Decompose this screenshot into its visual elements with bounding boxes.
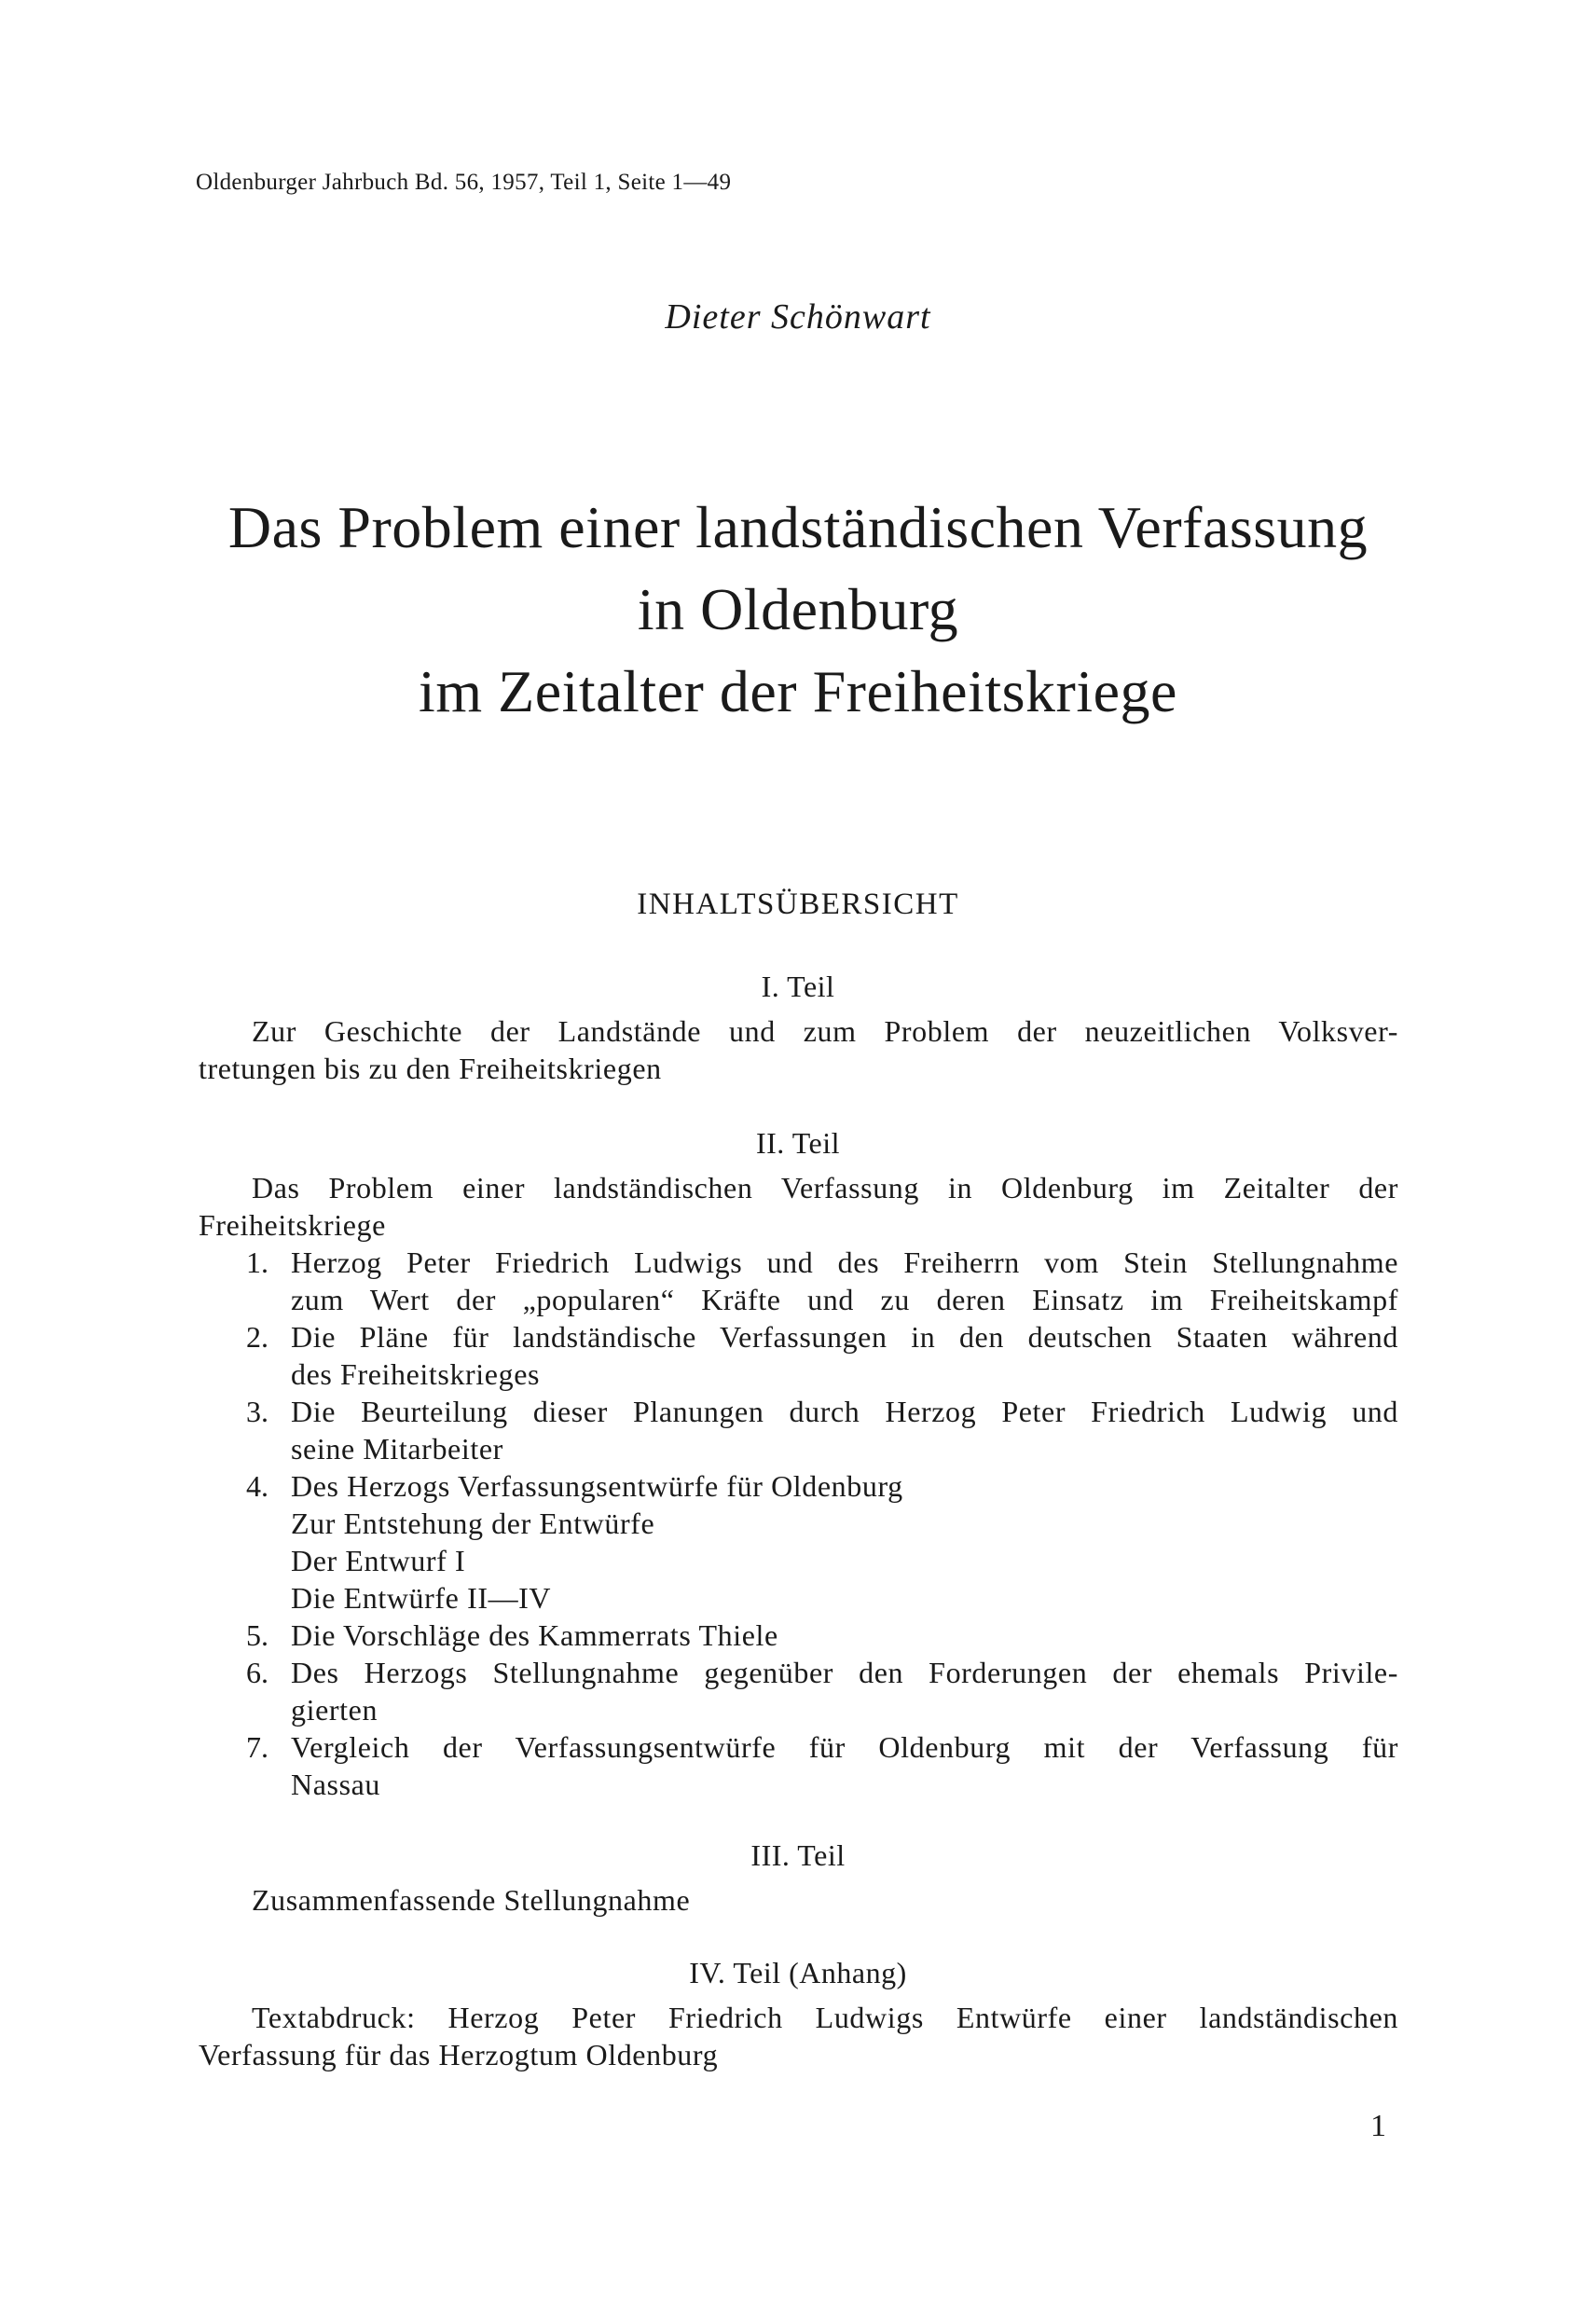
part-2-text-line-1: Das Problem einer landständischen Verfassung in Oldenburg im Zeitalter der: [252, 1171, 1398, 1204]
running-header: Oldenburger Jahrbuch Bd. 56, 1957, Teil 1, Seite 1—49: [196, 170, 732, 195]
title-line-2: in Oldenburg: [637, 576, 959, 642]
toc-item-3-number: 3.: [246, 1395, 268, 1428]
toc-item-6-line-2: gierten: [291, 1693, 378, 1727]
toc-item-7-number: 7.: [246, 1730, 268, 1764]
toc-item-1-line-2: zum Wert der „popularen“ Kräfte und zu deren Einsatz im Freiheitskampf: [291, 1283, 1398, 1316]
toc-item-5-line-1: Die Vorschläge des Kammerrats Thiele: [291, 1618, 778, 1652]
toc-item-7-line-2: Nassau: [291, 1768, 381, 1801]
toc-item-6-line-1: Des Herzogs Stellungnahme gegenüber den Forderungen der ehemals Privile-: [291, 1656, 1398, 1689]
toc-item-2-line-1: Die Pläne für landständische Verfassungen in den deutschen Staaten während: [291, 1320, 1398, 1354]
toc-item-2-number: 2.: [246, 1320, 268, 1354]
part-2-text-line-2: Freiheitskriege: [199, 1208, 386, 1242]
toc-item-6-number: 6.: [246, 1656, 268, 1689]
title-line-1: Das Problem einer landständischen Verfassung: [227, 494, 1369, 560]
page-number: 1: [1370, 2109, 1386, 2143]
toc-item-1-line-1: Herzog Peter Friedrich Ludwigs und des Freiherrn vom Stein Stellungnahme: [291, 1245, 1398, 1279]
toc-heading: INHALTSÜBERSICHT: [637, 888, 959, 921]
part-3-text: Zusammenfassende Stellungnahme: [252, 1883, 691, 1917]
article-title: [0, 487, 1596, 733]
author-name: Dieter Schönwart: [665, 297, 931, 337]
part-1-text-line-1: Zur Geschichte der Landstände und zum Problem der neuzeitlichen Volksver-: [252, 1014, 1398, 1048]
toc-item-2-line-2: des Freiheitskrieges: [291, 1357, 541, 1391]
toc-item-4-sub-2: Der Entwurf I: [291, 1544, 466, 1577]
part-4-text-line-1: Textabdruck: Herzog Peter Friedrich Ludwigs Entwürfe einer landständischen: [252, 2001, 1398, 2034]
toc-item-4-line-1: Des Herzogs Verfassungsentwürfe für Oldenburg: [291, 1469, 903, 1503]
toc-item-1-number: 1.: [246, 1245, 268, 1279]
part-1-heading: I. Teil: [761, 970, 835, 1003]
part-4-heading: IV. Teil (Anhang): [689, 1956, 907, 1989]
part-3-heading: III. Teil: [750, 1838, 846, 1872]
part-4-text-line-2: Verfassung für das Herzogtum Oldenburg: [199, 2038, 719, 2071]
toc-item-3-line-1: Die Beurteilung dieser Planungen durch Herzog Peter Friedrich Ludwig und: [291, 1395, 1398, 1428]
toc-item-5-number: 5.: [246, 1618, 268, 1652]
part-1-text-line-2: tretungen bis zu den Freiheitskriegen: [199, 1052, 662, 1085]
toc-item-4-sub-1: Zur Entstehung der Entwürfe: [291, 1507, 655, 1540]
title-line-3: im Zeitalter der Freiheitskriege: [419, 658, 1177, 724]
toc-item-4-number: 4.: [246, 1469, 268, 1503]
toc-item-7-line-1: Vergleich der Verfassungsentwürfe für Oldenburg mit der Verfassung für: [291, 1730, 1398, 1764]
toc-item-4-sub-3: Die Entwürfe II—IV: [291, 1581, 552, 1615]
part-2-heading: II. Teil: [755, 1126, 841, 1160]
toc-item-3-line-2: seine Mitarbeiter: [291, 1432, 503, 1466]
